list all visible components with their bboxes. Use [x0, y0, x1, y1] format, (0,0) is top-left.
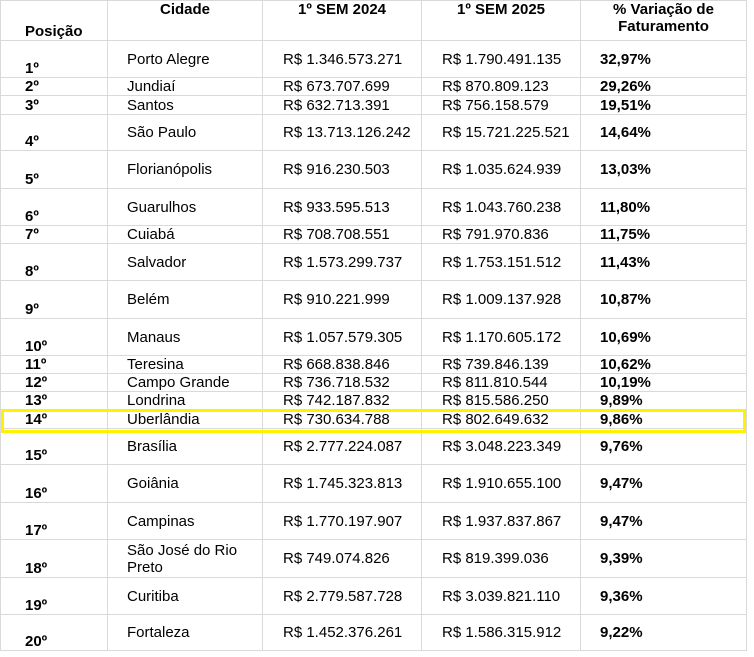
cell-sem-2024: R$ 1.452.376.261 [263, 615, 422, 651]
cell-variation: 9,76% [581, 429, 747, 465]
cell-city: Santos [108, 96, 263, 115]
cell-variation: 29,26% [581, 78, 747, 96]
cell-sem-2024: R$ 2.777.224.087 [263, 429, 422, 465]
cell-sem-2024: R$ 736.718.532 [263, 374, 422, 392]
cell-position: 6º [1, 189, 108, 226]
cell-sem-2025: R$ 819.399.036 [422, 540, 581, 578]
cell-position: 12º [1, 374, 108, 392]
table-row [1, 465, 747, 503]
cell-position: 2º [1, 78, 108, 96]
cell-variation: 10,87% [581, 281, 747, 319]
cell-sem-2024: R$ 1.573.299.737 [263, 244, 422, 281]
cell-sem-2024: R$ 1.057.579.305 [263, 319, 422, 356]
cell-city: Campo Grande [108, 374, 263, 392]
cell-position: 16º [1, 465, 108, 503]
cell-variation: 11,43% [581, 244, 747, 281]
table-row [1, 356, 747, 374]
cell-city: São Paulo [108, 115, 263, 151]
cell-position: 4º [1, 115, 108, 151]
cell-sem-2024: R$ 13.713.126.242 [263, 115, 422, 151]
cell-position: 7º [1, 226, 108, 244]
cell-sem-2025: R$ 3.039.821.110 [422, 578, 581, 615]
cell-sem-2024: R$ 1.770.197.907 [263, 503, 422, 540]
crop-edge [0, 651, 754, 657]
cell-sem-2025: R$ 15.721.225.521 [422, 115, 581, 151]
cell-position: 9º [1, 281, 108, 319]
cell-variation: 10,69% [581, 319, 747, 356]
cell-position: 5º [1, 151, 108, 189]
cell-sem-2024: R$ 916.230.503 [263, 151, 422, 189]
cell-sem-2024: R$ 910.221.999 [263, 281, 422, 319]
header-position: Posição [1, 1, 108, 41]
cell-sem-2025: R$ 1.009.137.928 [422, 281, 581, 319]
header-sem-2025: 1º SEM 2025 [422, 1, 581, 41]
cell-sem-2025: R$ 791.970.836 [422, 226, 581, 244]
cell-city: Teresina [108, 356, 263, 374]
cell-variation: 32,97% [581, 41, 747, 78]
cell-city: Brasília [108, 429, 263, 465]
header-city: Cidade [108, 1, 263, 41]
cell-sem-2025: R$ 815.586.250 [422, 392, 581, 410]
cell-variation: 10,62% [581, 356, 747, 374]
cell-city: Campinas [108, 503, 263, 540]
cell-variation: 9,86% [581, 410, 747, 429]
cell-sem-2025: R$ 811.810.544 [422, 374, 581, 392]
cell-sem-2025: R$ 870.809.123 [422, 78, 581, 96]
cell-city: Porto Alegre [108, 41, 263, 78]
cell-sem-2024: R$ 749.074.826 [263, 540, 422, 578]
cell-city: Uberlândia [108, 410, 263, 429]
cell-sem-2025: R$ 1.790.491.135 [422, 41, 581, 78]
cell-variation: 11,80% [581, 189, 747, 226]
cell-sem-2024: R$ 673.707.699 [263, 78, 422, 96]
cell-city: Guarulhos [108, 189, 263, 226]
cell-city: Jundiaí [108, 78, 263, 96]
table-row [1, 151, 747, 189]
table-row [1, 281, 747, 319]
cell-sem-2024: R$ 1.346.573.271 [263, 41, 422, 78]
cell-position: 1º [1, 41, 108, 78]
table-row [1, 244, 747, 281]
cell-position: 15º [1, 429, 108, 465]
table-body [1, 41, 747, 651]
cell-sem-2024: R$ 933.595.513 [263, 189, 422, 226]
cell-sem-2025: R$ 739.846.139 [422, 356, 581, 374]
cell-position: 13º [1, 392, 108, 410]
cell-variation: 9,22% [581, 615, 747, 651]
cell-sem-2024: R$ 668.838.846 [263, 356, 422, 374]
cell-sem-2024: R$ 730.634.788 [263, 410, 422, 429]
cell-position: 14º [1, 410, 108, 429]
cell-sem-2025: R$ 1.043.760.238 [422, 189, 581, 226]
table-row [1, 429, 747, 465]
cell-position: 20º [1, 615, 108, 651]
cell-position: 8º [1, 244, 108, 281]
cell-city: São José do Rio Preto [108, 540, 263, 578]
table-row [1, 503, 747, 540]
cell-sem-2025: R$ 3.048.223.349 [422, 429, 581, 465]
cell-variation: 9,47% [581, 503, 747, 540]
cell-sem-2025: R$ 1.170.605.172 [422, 319, 581, 356]
cell-variation: 19,51% [581, 96, 747, 115]
table-row [1, 319, 747, 356]
cell-sem-2025: R$ 1.753.151.512 [422, 244, 581, 281]
cell-city: Salvador [108, 244, 263, 281]
cell-sem-2024: R$ 2.779.587.728 [263, 578, 422, 615]
cell-position: 10º [1, 319, 108, 356]
table-row [1, 540, 747, 578]
cell-position: 17º [1, 503, 108, 540]
table-row [1, 78, 747, 96]
table-row [1, 578, 747, 615]
cell-city: Belém [108, 281, 263, 319]
cell-variation: 10,19% [581, 374, 747, 392]
cell-variation: 9,39% [581, 540, 747, 578]
table-row [1, 392, 747, 410]
cell-variation: 9,36% [581, 578, 747, 615]
cell-sem-2024: R$ 708.708.551 [263, 226, 422, 244]
cell-sem-2024: R$ 742.187.832 [263, 392, 422, 410]
cell-position: 3º [1, 96, 108, 115]
cell-sem-2025: R$ 1.910.655.100 [422, 465, 581, 503]
cell-city: Manaus [108, 319, 263, 356]
cell-city: Curitiba [108, 578, 263, 615]
cell-city: Londrina [108, 392, 263, 410]
table-row [1, 115, 747, 151]
cell-sem-2025: R$ 1.937.837.867 [422, 503, 581, 540]
header-sem-2024: 1º SEM 2024 [263, 1, 422, 41]
cell-sem-2024: R$ 632.713.391 [263, 96, 422, 115]
cell-position: 19º [1, 578, 108, 615]
cell-city: Cuiabá [108, 226, 263, 244]
cell-sem-2025: R$ 802.649.632 [422, 410, 581, 429]
table-row [1, 374, 747, 392]
cell-variation: 11,75% [581, 226, 747, 244]
table-row [1, 615, 747, 651]
cell-variation: 9,47% [581, 465, 747, 503]
cell-sem-2025: R$ 1.586.315.912 [422, 615, 581, 651]
cell-variation: 14,64% [581, 115, 747, 151]
cell-sem-2025: R$ 1.035.624.939 [422, 151, 581, 189]
table-row [1, 226, 747, 244]
table-row [1, 189, 747, 226]
cell-city: Florianópolis [108, 151, 263, 189]
cell-sem-2025: R$ 756.158.579 [422, 96, 581, 115]
cell-variation: 9,89% [581, 392, 747, 410]
table-row [1, 96, 747, 115]
cell-sem-2024: R$ 1.745.323.813 [263, 465, 422, 503]
cell-city: Goiânia [108, 465, 263, 503]
cell-variation: 13,03% [581, 151, 747, 189]
header-variation: % Variação de Faturamento [581, 1, 747, 41]
cell-city: Fortaleza [108, 615, 263, 651]
cell-position: 18º [1, 540, 108, 578]
cell-position: 11º [1, 356, 108, 374]
table-row [1, 41, 747, 78]
table-row [1, 410, 747, 429]
header-row [1, 1, 747, 41]
